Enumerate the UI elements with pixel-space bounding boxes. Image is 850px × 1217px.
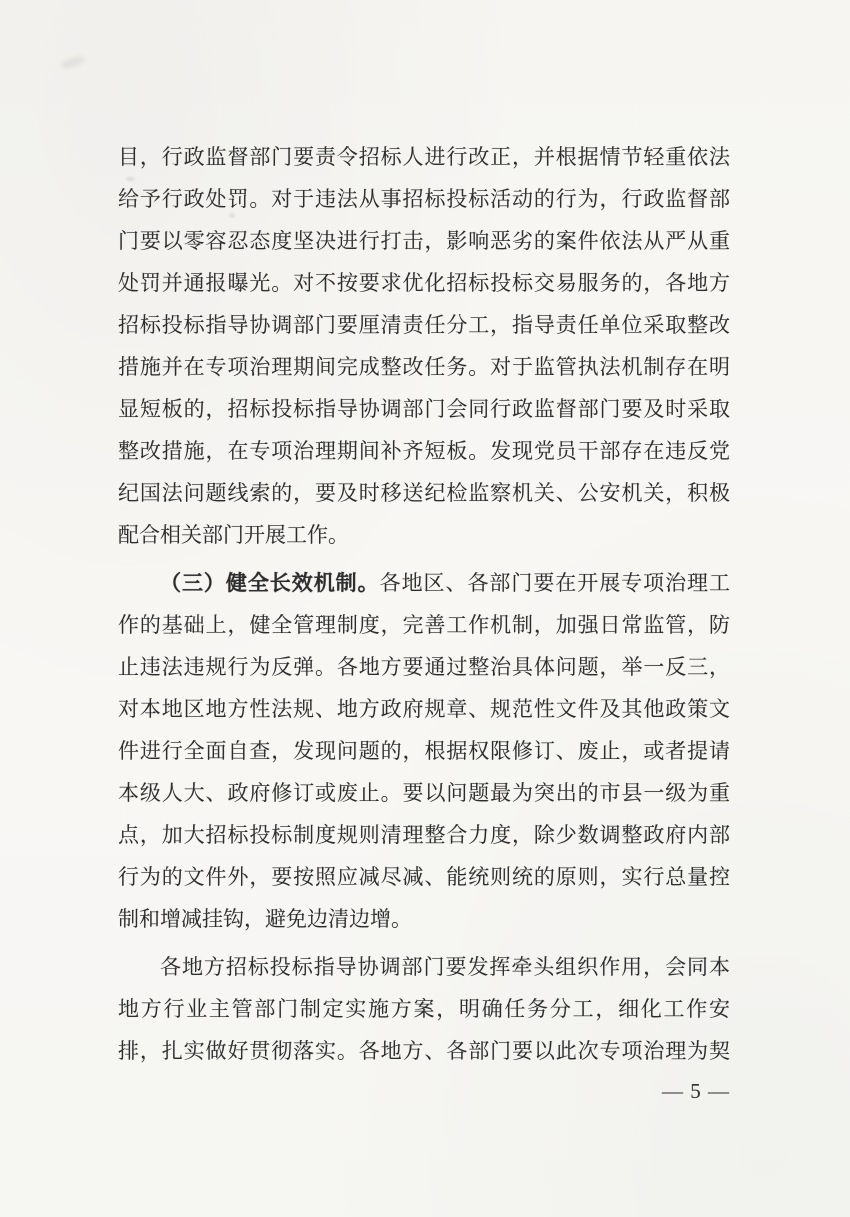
text-line: 对本地区地方性法规、地方政府规章、规范性文件及其他政策文 <box>118 697 730 721</box>
text-line: 地方行业主管部门制定实施方案，明确任务分工，细化工作安 <box>118 997 730 1021</box>
text-line: 配合相关部门开展工作。 <box>118 523 349 547</box>
text-line: 门要以零容忍态度坚决进行打击，影响恶劣的案件依法从严从重 <box>118 229 730 253</box>
text-line: 本级人大、政府修订或废止。要以问题最为突出的市县一级为重 <box>118 781 730 805</box>
page-number: — 5 — <box>662 1079 730 1103</box>
text-line: 止违法违规行为反弹。各地方要通过整治具体问题，举一反三， <box>118 655 730 679</box>
text-line: 各地方招标投标指导协调部门要发挥牵头组织作用，会同本 <box>160 955 730 979</box>
text-line: 点，加大招标投标制度规则清理整合力度，除少数调整政府内部 <box>118 823 730 847</box>
paragraph <box>118 562 730 940</box>
text-line: （三）健全长效机制。各地区、各部门要在开展专项治理工 <box>160 571 731 595</box>
text-line: 排，扎实做好贯彻落实。各地方、各部门要以此次专项治理为契 <box>118 1039 730 1063</box>
text-line: 制和增减挂钩，避免边清边增。 <box>118 907 412 931</box>
text-line: 显短板的，招标投标指导协调部门会同行政监督部门要及时采取 <box>118 397 730 421</box>
text-line: 处罚并通报曝光。对不按要求优化招标投标交易服务的，各地方 <box>118 271 730 295</box>
scan-artifact <box>59 54 87 71</box>
section-heading: （三）健全长效机制。 <box>160 571 380 595</box>
text-line: 行为的文件外，要按照应减尽减、能统则统的原则，实行总量控 <box>118 865 730 889</box>
text-line: 招标投标指导协调部门要厘清责任分工，指导责任单位采取整改 <box>118 313 730 337</box>
text-line: 给予行政处罚。对于违法从事招标投标活动的行为，行政监督部 <box>118 187 730 211</box>
document-body <box>118 136 730 1072</box>
text-line: 整改措施，在专项治理期间补齐短板。发现党员干部存在违反党 <box>118 439 730 463</box>
text-line: 件进行全面自查，发现问题的，根据权限修订、废止，或者提请 <box>118 739 730 763</box>
paragraph <box>118 136 730 556</box>
paragraph <box>118 946 730 1072</box>
text-line: 纪国法问题线索的，要及时移送纪检监察机关、公安机关，积极 <box>118 481 730 505</box>
text-line: 措施并在专项治理期间完成整改任务。对于监管执法机制存在明 <box>118 355 730 379</box>
text-line: 作的基础上，健全管理制度，完善工作机制，加强日常监管，防 <box>118 613 730 637</box>
text-line: 目，行政监督部门要责令招标人进行改正，并根据情节轻重依法 <box>118 145 730 169</box>
